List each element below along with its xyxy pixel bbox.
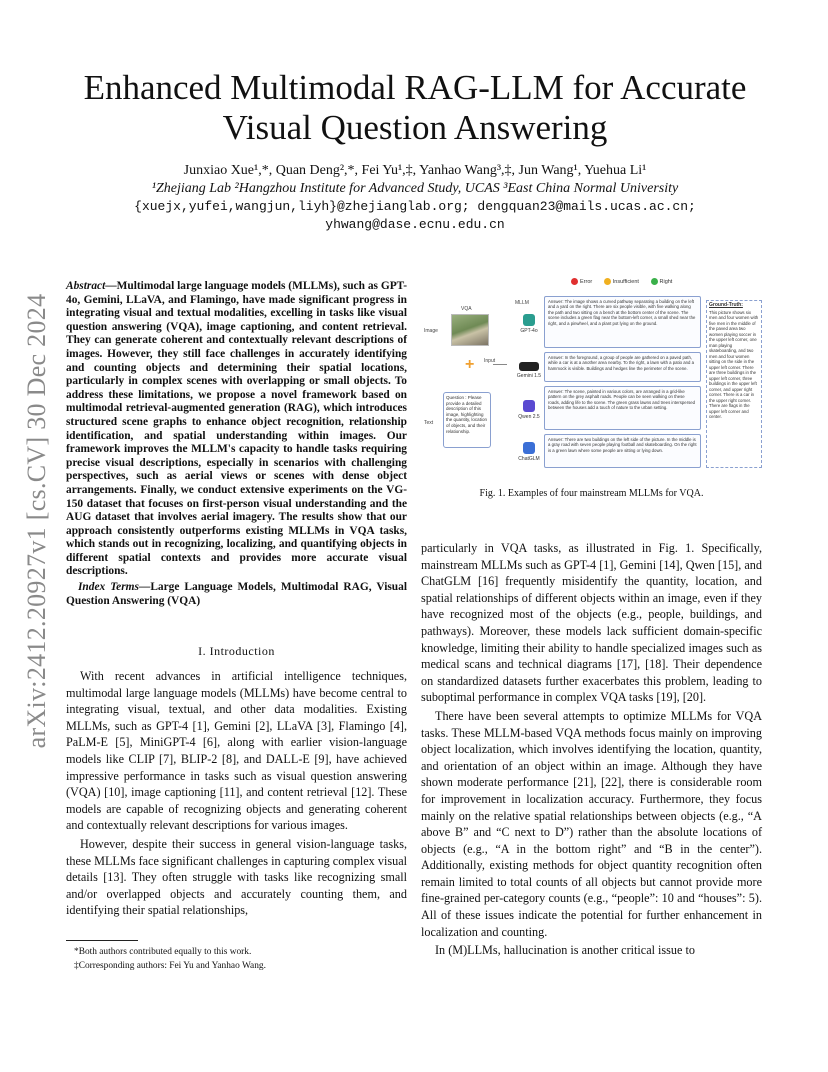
abstract	[66, 280, 407, 608]
model-name: Gemini 1.5	[516, 373, 542, 379]
question-box: Question : Please provide a detailed description of this image, highlighting the quantity, location of objects, and their relationship.	[443, 392, 491, 448]
ground-truth-box	[706, 300, 762, 468]
legend-right: Right	[659, 278, 673, 285]
emails-line-2: yhwang@dase.ecnu.edu.cn	[325, 217, 505, 232]
model-name: GPT-4o	[520, 328, 538, 334]
author-list: Junxiao Xue¹,*, Quan Deng²,*, Fei Yu¹,‡, Yanhao Wang³,‡, Jun Wang¹, Yuehua Li¹	[183, 163, 647, 178]
gemini-icon	[519, 362, 539, 371]
legend-insufficient: Insufficient	[612, 278, 639, 285]
figure-1	[421, 276, 762, 472]
vqa-sample-image	[451, 314, 489, 346]
legend-right-dot	[651, 278, 658, 285]
plus-icon: +	[465, 356, 475, 373]
gpt-icon	[523, 314, 535, 326]
intro-right-column	[421, 540, 762, 959]
model-gpt4o	[509, 314, 549, 334]
ground-truth-text: This picture shows six men and four women with five men in the middle of the paved area two women playing soccer in the upper left corner, one man playing skateboarding, and two men and four women sitting on the side in the upper left corner. There are three buildings in the upper left corner, three buildings in the upper left corner, and upper right corner. There is a car in the upper right corner. There are flags in the upper left corner and center.	[709, 309, 759, 419]
ground-truth-title: Ground-Truth:	[709, 302, 743, 308]
right-paragraph-2: There have been several attempts to optimize MLLMs for VQA tasks. These MLLM-based VQA methods focus mainly on improving object localization, which involves identifying the location, quantity, and orientation of an object within an image. Although they have shown moderate performance [21], [22], there is considerable room for improvement in localization accuracy. Furthermore, they focus mainly on the relative spatial relationships between objects (e.g., “A above B” and “C next to D”) rather than the absolute locations of objects (e.g., “A in the bottom right” and “B in the center”). Additionally, existing methods for object quantity recognition often remain limited to total counts of all objects but cannot provide more fine-grained per-category counts (e.g., “people”: 10 and “houses”: 5). All of these issues indicate the potential for further enhancement in localization and counting.	[421, 708, 762, 939]
affiliations: ¹Zhejiang Lab ²Hangzhou Institute for Advanced Study, UCAS ³East China Normal University	[151, 181, 679, 196]
right-paragraph-3: In (M)LLMs, hallucination is another critical issue to	[435, 943, 695, 958]
footnotes	[66, 946, 407, 973]
col-vqa-label: VQA	[461, 306, 472, 312]
chatglm-icon	[523, 442, 535, 454]
answer-gemini: Answer: In the foreground, a group of people are gathered on a paved path, while a car is at a another area nearby. To the right, a lawn with a patio and a hammock is visible. Buildings and hedges line the perimeter of the scene.	[544, 352, 701, 382]
input-label: Input	[484, 358, 496, 364]
arxiv-stamp-area	[22, 286, 52, 756]
abstract-text: —Multimodal large language models (MLLMs), such as GPT-4o, Gemini, LLaVA, and Flamingo, have made significant progress in integrating visual and textual modalities, excelling in tasks like visual question answering (VQA), image captioning, and content retrieval. They can generate coherent and contextually relevant descriptions of images. However, they still face challenges in accurately identifying and counting objects and determining their spatial locations, particularly in complex scenes with overlapping or small objects. To address these limitations, we propose a novel framework based on multimodal retrieval-augmented generation (RAG), which introduces structured scene graphs to enhance object recognition, relationship identification, and spatial understanding within images. Our framework improves the MLLM's capacity to handle tasks requiring precise visual descriptions, especially in scenarios with challenging perspectives, such as aerial views or scenes with dense object arrangements. Finally, we conduct extensive experiments on the VG-150 dataset that focuses on first-person visual understanding and the AUG dataset that involves aerial imagery. The results show that our approach consistently outperforms existing MLLMs in VQA tasks, which stands out in recognizing, localizing, and quantifying objects in different spatial contexts and provides more accurate visual descriptions.	[66, 280, 407, 578]
model-name: ChatGLM	[518, 456, 540, 462]
author-block	[80, 162, 750, 234]
abstract-paragraph	[66, 280, 407, 579]
intro-paragraph-1: With recent advances in artificial intelligence techniques, multimodal large language models (MLLMs) have become central to integrating visual, textual, and other data modalities. Existing MLLMs, such as GPT-4 [1], Gemini [2], LLaVA [3], Flamingo [4], PaLM-E [5], MiniGPT-4 [6], along with earlier vision-language models like CLIP [7], BLIP-2 [8], and DALL-E [9], have achieved impressive performance in tasks such as visual question answering (VQA) [10], image captioning [11], and content retrieval [12]. These models are capable of recognizing objects and generating coherent and contextually relevant descriptions for various images.	[66, 669, 407, 833]
section-heading: I. Introduction	[198, 644, 275, 658]
emails-line-1: {xuejx,yufei,wangjun,liyh}@zhejianglab.org; dengquan23@mails.ucas.ac.cn;	[134, 199, 696, 214]
model-gemini	[509, 362, 549, 379]
paper-title: Enhanced Multimodal RAG-LLM for Accurate Visual Question Answering	[83, 68, 747, 147]
legend-insufficient-dot	[604, 278, 611, 285]
figure-legend	[561, 278, 672, 285]
intro-paragraph-2: However, despite their success in general vision-language tasks, these MLLMs face significant challenges in capturing complex visual details [13]. They often struggle with tasks like recognizing small and/or overlapped objects and accurately counting them, and identifying their spatial relationships,	[66, 836, 407, 918]
qwen-icon	[523, 400, 535, 412]
input-arrow	[493, 364, 507, 365]
arxiv-stamp: arXiv:2412.20927v1 [cs.CV] 30 Dec 2024	[22, 293, 51, 749]
model-qwen	[509, 400, 549, 420]
figure-caption: Fig. 1. Examples of four mainstream MLLMs for VQA.	[479, 488, 704, 499]
row-image-label: Image	[424, 328, 438, 334]
model-name: Qwen 2.5	[518, 414, 540, 420]
answer-gpt4o: Answer: The image shows a curved pathway separating a building on the left and a yard on the right. There are six people visible, with five walking along the path and two sitting on a bench at the bottom center of the scene. The scene includes a green flag near the bottom-left corner, a small shed near the right, and a pinwheel, and a plant pot lying on the ground.	[544, 296, 701, 348]
legend-error-dot	[571, 278, 578, 285]
model-chatglm	[509, 442, 549, 462]
row-text-label: Text	[424, 420, 434, 426]
answer-qwen: Answer: The scene, painted in various colors, are arranged in a grid-like pattern on the grey asphalt roads. People can be seen walking on these roads, adding life to the scene. The green grass lawns and trees interspersed between the houses add a touch of nature to the urban setting.	[544, 386, 701, 430]
index-terms	[66, 581, 407, 608]
answer-chatglm: Answer: There are two buildings on the left side of the picture. In the middle is a gray road with seven people playing football and skateboarding. On the right is a green lawn where some people are sitting or lying down.	[544, 434, 701, 468]
col-mllm-label: MLLM	[515, 300, 529, 306]
abstract-label: Abstract	[66, 280, 106, 292]
index-terms-text: —Large Language Models, Multimodal RAG, Visual Question Answering (VQA)	[66, 581, 407, 607]
intro-left-column	[66, 668, 407, 919]
legend-error: Error	[580, 278, 593, 285]
footnote-equal-contribution: *Both authors contributed equally to this work.	[74, 947, 252, 957]
index-terms-label: Index Terms	[78, 581, 139, 594]
right-paragraph-1: particularly in VQA tasks, as illustrated in Fig. 1. Specifically, mainstream MLLMs such as GPT-4 [1], Gemini [14], Qwen [15], and ChatGLM [16] frequently misidentify the quantity, location, and spatial relationships of different objects within an image, even if they have recognized most of the objects (e.g., people, buildings, and pathways). Moreover, these models lack sufficient domain-specific knowledge, limiting their ability to handle specialized images such as medical scans and technical diagrams [17], [18]. Their dependence on standardized datasets further exacerbates this problem, leading to suboptimal performance in complex VQA tasks [19], [20].	[421, 541, 762, 705]
footnote-rule	[66, 940, 138, 941]
footnote-corresponding: ‡Corresponding authors: Fei Yu and Yanhao Wang.	[74, 960, 266, 971]
